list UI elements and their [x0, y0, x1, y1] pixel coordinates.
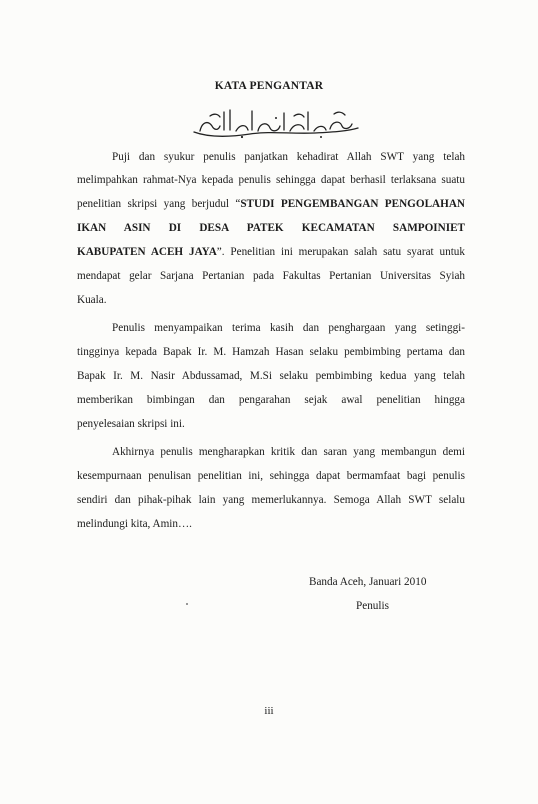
paragraph-1-line-1: Puji dan syukur penulis panjatkan kehadirat Allah SWT yang telah	[112, 151, 465, 163]
paragraph-2-line-4: memberikan bimbingan dan pengarahan sejak awal penelitian hingga	[77, 394, 465, 406]
thesis-title-part-3: KABUPATEN ACEH JAYA	[77, 246, 217, 258]
paragraph-2-line-1: Penulis menyampaikan terima kasih dan penghargaan yang setinggi-	[112, 322, 465, 334]
paragraph-2-line-5: penyelesaian skripsi ini.	[77, 418, 185, 430]
paragraph-1-text: penelitian skripsi yang berjudul “	[77, 198, 241, 210]
signature-author: Penulis	[356, 600, 389, 612]
page-title: KATA PENGANTAR	[214, 80, 324, 92]
paragraph-3-line-2: kesempurnaan penulisan penelitian ini, sehingga dapat bermamfaat bagi penulis	[77, 470, 465, 482]
paragraph-3-line-4: melindungi kita, Amin….	[77, 518, 192, 530]
thesis-title-part-1: STUDI PENGEMBANGAN PENGOLAHAN	[240, 198, 465, 210]
paragraph-3-line-3: sendiri dan pihak-pihak lain yang memerlukannya. Semoga Allah SWT selalu	[77, 494, 465, 506]
paragraph-3-line-1: Akhirnya penulis mengharapkan kritik dan saran yang membangun demi	[112, 446, 465, 458]
paragraph-1-line-7: Kuala.	[77, 294, 107, 306]
paragraph-1-line-2: melimpahkan rahmat-Nya kepada penulis sehingga dapat berhasil terlaksana suatu	[77, 174, 465, 186]
signature-place-date: Banda Aceh, Januari 2010	[309, 576, 427, 588]
paragraph-1-line-3	[77, 197, 465, 211]
paragraph-1-line-5	[77, 245, 465, 259]
paragraph-1-text: ”. Penelitian ini merupakan salah satu syarat untuk	[216, 246, 465, 258]
scan-speck	[186, 603, 188, 605]
paragraph-2-line-2: tingginya kepada Bapak Ir. M. Hamzah Hasan selaku pembimbing pertama dan	[77, 346, 465, 358]
paragraph-2-line-3: Bapak Ir. M. Nasir Abdussamad, M.Si selaku pembimbing kedua yang telah	[77, 370, 465, 382]
thesis-title-part-2: IKAN ASIN DI DESA PATEK KECAMATAN SAMPOINIET	[77, 222, 465, 234]
basmalah-calligraphy	[190, 104, 362, 142]
paragraph-1-line-6: mendapat gelar Sarjana Pertanian pada Fakultas Pertanian Universitas Syiah	[77, 270, 465, 282]
page-number: iii	[264, 705, 274, 717]
